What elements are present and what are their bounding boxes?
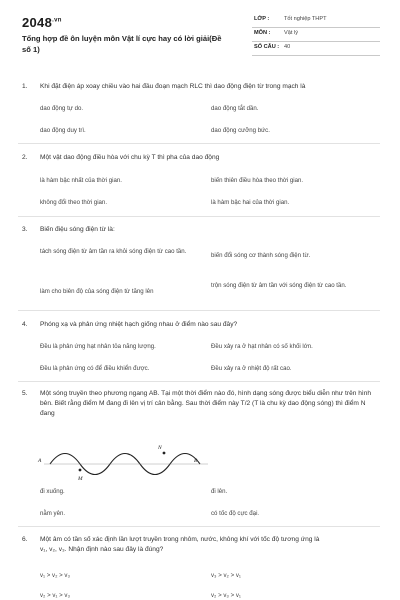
document-meta [252,14,380,56]
option-a[interactable]: đi xuống. [40,488,65,495]
document-page: $2048^{.vn}$ Tổng hợp đề ôn luyện môn Vật lí cực hay có lời giải(Đề số 1) LỚP : Tốt nghiệp THPT MÔN : Vật lý SỐ CÂU : 40 1. Khi đặt điện áp xoay chiều vào hai đầu đoạn mạch RLC thì dao động điện từ trong mạch là dao động tự do. dao động tắt dần. dao động duy trì. dao động cưỡng bức. 2. Một vật dao động điều hòa với chu kỳ T thì pha của dao động là hàm bậc nhất của thời gian. biến thiên điều hòa theo thời gian. không đổi theo thời gian. là hàm bậc hai của thời gian. 3. Biến điệu sóng điện từ là: tách sóng điện từ âm tần ra khỏi sóng điện từ cao tần. biến đổi sóng cơ thành sóng điện từ. làm cho biên độ của sóng điện từ tăng lên trộn sóng điện từ âm tần với sóng điện từ cao tần. 4. Phóng xạ và phản ứng nhiệt hạch giống nhau ở điểm nào sau đây? Đều là phản ứng hạt nhân tỏa năng lượng. Đều xảy ra ở hạt nhân có số khối lớn. Đều là phản ứng có để điều khiển được. Đều xảy ra ở nhiệt độ rất cao. 5. Một sóng truyền theo phương ngang AB. Tại một thời điểm nào đó, hình dạng sóng được biểu diễn như trên hình bên. Biết rằng điểm M đang đi lên vị trí cân bằng. Sau thời điểm này T/2 (T là chu kỳ dao động sóng) thì điểm N đang A B M N đi xuống. đi lên. nằm yên. có tốc độ cực đại. 6. Một âm có tần số xác định lần lượt truyền trong nhôm, nước, không khí với tốc độ tương ứng là v₁, v₂, v₃. Nhận định nào sau đây là đúng? v₁ > v₂ > v₃ v₃ > v₂ > v₁ v₂ > v₁ > v₃ v₂ > v₃ > v₁ [0,0,400,600]
option-c[interactable]: v₂ > v₁ > v₃ [40,592,70,599]
divider [18,216,380,217]
question-stem: Khi đặt điện áp xoay chiều vào hai đầu đoạn mạch RLC thì dao động điện từ trong mạch là [40,83,306,90]
site-logo[interactable]: $2048^{.vn}$ [22,15,62,30]
question-stem: Một vật dao động điều hòa với chu kỳ T thì pha của dao động [40,154,220,161]
option-d[interactable]: trộn sóng điện từ âm tần với sóng điện từ cao tần. [211,282,347,289]
option-c[interactable]: làm cho biên độ của sóng điện từ tăng lên [40,288,154,295]
document-header [0,0,400,62]
option-a[interactable]: tách sóng điện từ âm tần ra khỏi sóng điện từ cao tần. [40,248,187,255]
question-stem: Biến điệu sóng điện từ là: [40,226,115,233]
option-d[interactable]: v₂ > v₃ > v₁ [211,592,241,599]
option-c[interactable]: dao động duy trì. [40,127,86,134]
divider [18,526,380,527]
meta-class: LỚP : Tốt nghiệp THPT [252,14,380,28]
label-m: M [78,476,83,482]
divider [18,310,380,311]
option-b[interactable]: dao động tắt dần. [211,105,259,112]
wave-figure [36,436,216,486]
option-b[interactable]: biến thiên điều hòa theo thời gian. [211,177,304,184]
label-a: A [38,458,42,464]
divider [18,381,380,382]
label-b: B [194,458,198,464]
meta-subject: MÔN : Vật lý [252,28,380,42]
option-a[interactable]: dao động tự do. [40,105,84,112]
option-d[interactable]: có tốc độ cực đại. [211,510,260,517]
option-c[interactable]: không đổi theo thời gian. [40,199,108,206]
option-a[interactable]: v₁ > v₂ > v₃ [40,572,70,579]
option-d[interactable]: dao động cưỡng bức. [211,127,270,134]
option-a[interactable]: Đều là phản ứng hạt nhân tỏa năng lượng. [40,343,156,350]
option-c[interactable]: Đều là phản ứng có để điều khiển được. [40,365,150,372]
question-stem: Một sóng truyền theo phương ngang AB. Tại một thời điểm nào đó, hình dạng sóng được biểu diễn như trên hình bên. Biết rằng điểm M đang đi lên vị trí cân bằng. Sau thời điểm này T/2 (T là chu kỳ dao động sóng) thì điểm N đang [40,390,372,417]
option-d[interactable]: Đều xảy ra ở nhiệt độ rất cao. [211,365,292,372]
option-b[interactable]: biến đổi sóng cơ thành sóng điện từ. [211,252,311,259]
option-b[interactable]: Đều xảy ra ở hạt nhân có số khối lớn. [211,343,313,350]
label-n: N [158,445,162,451]
meta-count: SỐ CÂU : 40 [252,42,380,56]
option-c[interactable]: nằm yên. [40,510,66,517]
option-d[interactable]: là hàm bậc hai của thời gian. [211,199,290,206]
divider [18,143,380,144]
option-b[interactable]: đi lên. [211,488,228,495]
option-a[interactable]: là hàm bậc nhất của thời gian. [40,177,122,184]
question-stem: Phóng xạ và phản ứng nhiệt hạch giống nhau ở điểm nào sau đây? [40,321,238,328]
document-title: Tổng hợp đề ôn luyện môn Vật lí cực hay có lời giải(Đề số 1) [22,34,222,54]
point-m [79,469,82,472]
question-stem: Một âm có tần số xác định lần lượt truyền trong nhôm, nước, không khí với tốc độ tương ứng là v₁, v₂, v₃. Nhận định nào sau đây là đúng? [40,536,320,553]
point-n [163,452,166,455]
option-b[interactable]: v₃ > v₂ > v₁ [211,572,241,579]
